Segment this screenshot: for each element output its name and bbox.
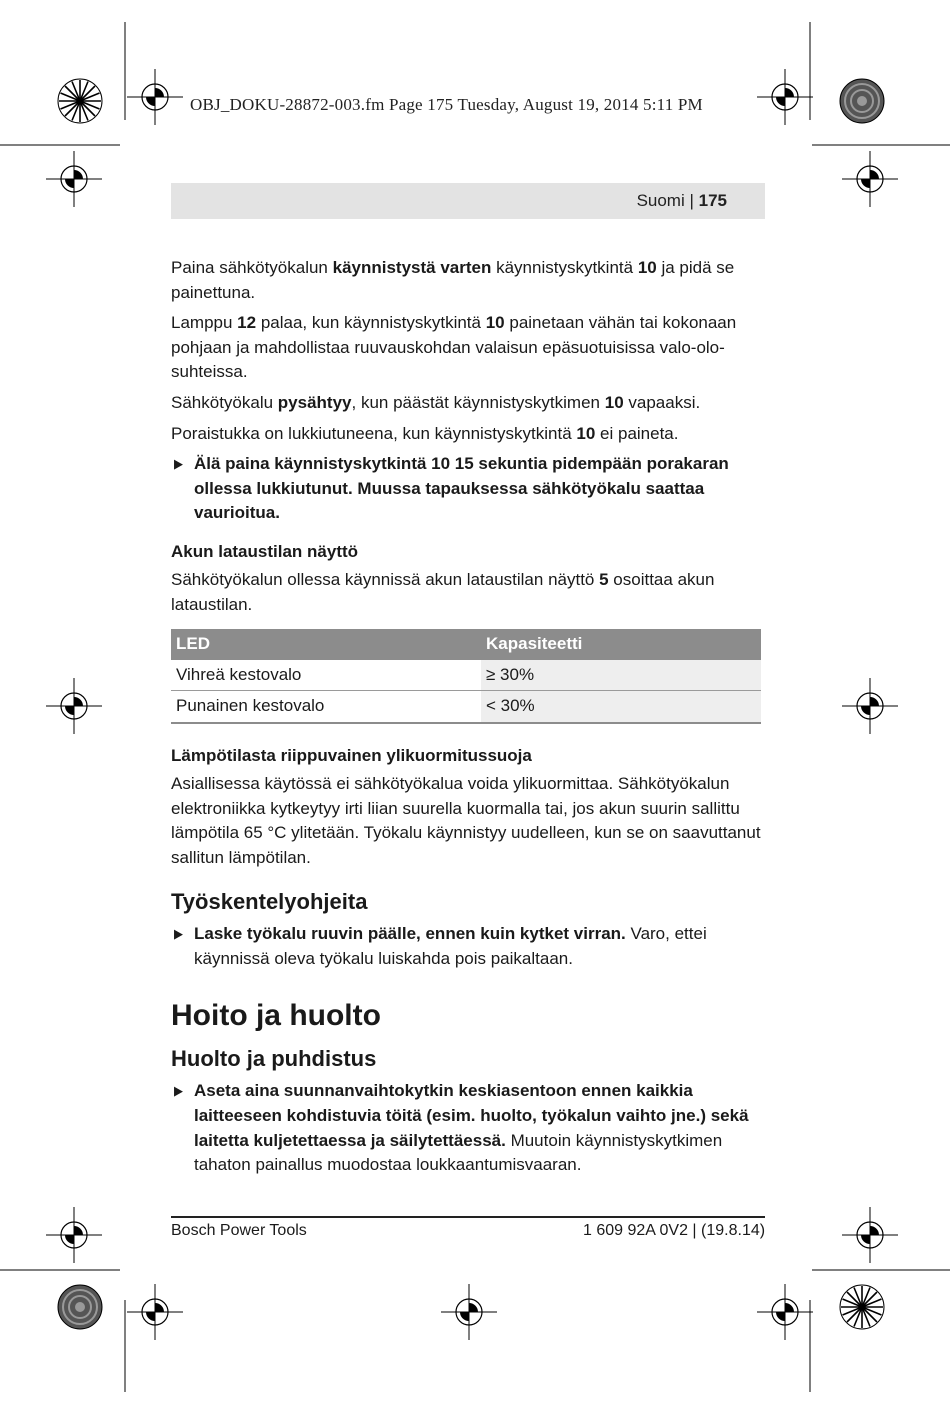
- overload-heading: Lämpötilasta riippuvainen ylikuormitussuoja: [171, 745, 532, 765]
- overload-text: Asiallisessa käytössä ei sähkötyökalua voida ylikuormittaa. Sähkötyökalun elektroniikka kytkeytyy irti liian suurella kuormalla tai, jos akun suurin sallittu lämpötila 65 °C ylitetään. Työkalu käynnistyy uudelleen, kun se on saavuttanut sallitun lämpötilan.: [171, 773, 761, 867]
- footer-brand: Bosch Power Tools: [171, 1222, 307, 1239]
- table-cell: Vihreä kestovalo: [171, 660, 481, 691]
- file-slug: OBJ_DOKU-28872-003.fm Page 175 Tuesday, August 19, 2014 5:11 PM: [190, 95, 703, 114]
- page-header: [637, 191, 727, 211]
- work-bullet: ▶ Laske työkalu ruuvin päälle, ennen kuin kytket virran. Varo, ettei käynnissä oleva työkalu luiskahda pois paikaltaan.: [174, 924, 707, 968]
- warning-bullet: ▶ Älä paina käynnistyskytkintä 10 15 sekuntia pidempään porakaran ollessa lukkiutunut. Muussa tapauksessa sähkötyökalu saattaa vaurioitua.: [174, 454, 729, 523]
- bullet-arrow-icon: ▶: [174, 1083, 183, 1099]
- bullet-arrow-icon: ▶: [174, 456, 183, 472]
- led-table: [171, 629, 761, 724]
- battery-heading: Akun lataustilan näyttö: [171, 541, 359, 561]
- table-header-row: [171, 629, 761, 660]
- battery-text: Sähkötyökalun ollessa käynnissä akun lataustilan näyttö 5 osoittaa akun lataustilan.: [171, 569, 715, 614]
- table-cell: < 30%: [481, 691, 761, 723]
- section-name: Suomi: [636, 191, 685, 210]
- page-number: 175: [698, 191, 727, 210]
- paragraph-lamp: Lamppu 12 palaa, kun käynnistyskytkintä 10 painetaan vähän tai kokonaan pohjaan ja mahdollistaa ruuvauskohdan valaisun epäsuotuisissa valo-olo-suhteissa.: [171, 313, 737, 382]
- table-cell: Punainen kestovalo: [171, 691, 481, 723]
- paragraph-chuck: Poraistukka on lukkiutuneena, kun käynnistyskytkintä 10 ei paineta.: [171, 423, 679, 443]
- page-body: [171, 256, 765, 1178]
- page-header-band: [171, 183, 765, 219]
- footer-doc-number: 1 609 92A 0V2 | (19.8.14): [583, 1222, 766, 1239]
- maintenance-bullet: ▶ Aseta aina suunnanvaihtokytkin keskiasentoon ennen kaikkia laitteeseen kohdistuvia töitä (esim. huolto, työkalun vaihto jne.) sekä laitetta kuljetettaessa ja säilytettäessä. Muutoin käynnistyskytkimen tahaton painallus muodostaa loukkaantumisvaaran.: [174, 1081, 749, 1175]
- paragraph-stop: Sähkötyökalu pysähtyy, kun päästät käynnistyskytkimen 10 vapaaksi.: [171, 392, 701, 412]
- cleaning-heading: Huolto ja puhdistus: [171, 1046, 377, 1072]
- table-header: Kapasiteetti: [481, 629, 761, 660]
- header-separator: |: [684, 191, 699, 210]
- table-row: [171, 660, 761, 691]
- table-header: LED: [171, 629, 481, 660]
- footer-rule: [171, 1216, 765, 1218]
- maintenance-heading: Hoito ja huolto: [171, 999, 381, 1033]
- bullet-arrow-icon: ▶: [174, 926, 183, 942]
- paragraph-switch-on: Paina sähkötyökalun käynnistystä varten käynnistyskytkintä 10 ja pidä se painettuna.: [171, 258, 735, 302]
- table-cell: ≥ 30%: [481, 660, 761, 691]
- work-heading: Työskentelyohjeita: [171, 889, 368, 915]
- table-row: [171, 691, 761, 723]
